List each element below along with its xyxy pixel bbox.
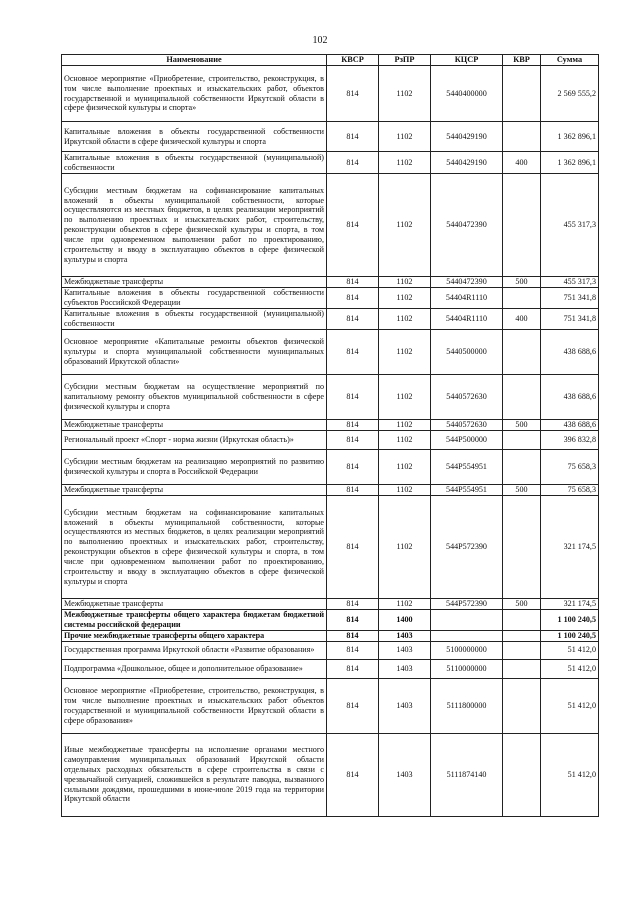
cell-name: Иные межбюджетные трансферты на исполнение органами местного самоуправления муниципальных образований Иркутской области отдельных расходных обязательств в сфере строительства в связи с чрезвычайной ситуацией, сложившейся в результате паводка, вызванного сильными дождями, прошедшими в июне-июле 2019 года на территории Иркутской области (62, 733, 327, 816)
cell-name: Капитальные вложения в объекты государственной собственности Иркутской области в сфере физической культуры и спорта (62, 122, 327, 152)
cell-sum: 51 412,0 (541, 733, 599, 816)
table-row (62, 610, 599, 631)
cell-name: Субсидии местным бюджетам на софинансирование капитальных вложений в объекты муниципальной собственности, которые осуществляются из местных бюджетов, в целях реализации мероприятий по выполнению проектных и изыскательских работ, строительству, реконструкции объектов в сфере физической культуры и спорта, в том числе при одновременном выполнении работ по проектированию, строительству и вводу в эксплуатацию объектов в сфере физической культуры и спорта (62, 496, 327, 599)
cell-kvsr: 814 (327, 496, 379, 599)
cell-sum: 438 688,6 (541, 330, 599, 375)
cell-kvr (503, 375, 541, 420)
table-row (62, 431, 599, 450)
cell-kvr (503, 630, 541, 641)
cell-kvsr: 814 (327, 122, 379, 152)
cell-kvsr: 814 (327, 641, 379, 659)
cell-kcsr: 5111874140 (431, 733, 503, 816)
cell-sum: 438 688,6 (541, 420, 599, 431)
cell-kvsr: 814 (327, 277, 379, 288)
cell-rzpr: 1102 (379, 330, 431, 375)
cell-kvsr: 814 (327, 610, 379, 631)
cell-kvsr: 814 (327, 288, 379, 309)
cell-name: Субсидии местным бюджетам на осуществление мероприятий по капитальному ремонту объектов муниципальной собственности в сфере физической культуры и спорта (62, 375, 327, 420)
cell-kcsr: 5111800000 (431, 678, 503, 733)
cell-sum: 321 174,5 (541, 496, 599, 599)
table-row (62, 630, 599, 641)
cell-name: Межбюджетные трансферты (62, 599, 327, 610)
cell-kvr (503, 678, 541, 733)
table-row (62, 659, 599, 678)
cell-kvr: 500 (503, 420, 541, 431)
cell-rzpr: 1102 (379, 420, 431, 431)
cell-kvsr: 814 (327, 309, 379, 330)
cell-sum: 51 412,0 (541, 659, 599, 678)
table-row (62, 277, 599, 288)
cell-kvr (503, 733, 541, 816)
cell-kcsr: 5440429190 (431, 152, 503, 174)
table-row (62, 152, 599, 174)
cell-kvr (503, 659, 541, 678)
cell-kcsr: 54404R1110 (431, 288, 503, 309)
cell-kvr (503, 330, 541, 375)
table-row (62, 678, 599, 733)
cell-kcsr: 544P572390 (431, 599, 503, 610)
cell-kvr (503, 641, 541, 659)
table-row (62, 733, 599, 816)
table-row (62, 375, 599, 420)
cell-name: Подпрограмма «Дошкольное, общее и дополнительное образование» (62, 659, 327, 678)
cell-sum: 51 412,0 (541, 641, 599, 659)
header-name: Наименование (62, 55, 327, 66)
cell-kvsr: 814 (327, 174, 379, 277)
cell-rzpr: 1102 (379, 450, 431, 485)
table-row (62, 288, 599, 309)
header-kvsr: КВСР (327, 55, 379, 66)
cell-rzpr: 1102 (379, 496, 431, 599)
cell-kcsr: 5440472390 (431, 277, 503, 288)
cell-kvr (503, 122, 541, 152)
cell-kvsr: 814 (327, 659, 379, 678)
cell-rzpr: 1102 (379, 288, 431, 309)
cell-kcsr: 5110000000 (431, 659, 503, 678)
cell-kcsr: 544P554951 (431, 450, 503, 485)
cell-rzpr: 1403 (379, 659, 431, 678)
cell-rzpr: 1102 (379, 485, 431, 496)
table-row (62, 330, 599, 375)
cell-name: Прочие межбюджетные трансферты общего характера (62, 630, 327, 641)
cell-rzpr: 1102 (379, 309, 431, 330)
cell-kvsr: 814 (327, 66, 379, 122)
cell-kcsr: 5440472390 (431, 174, 503, 277)
cell-kvr: 400 (503, 152, 541, 174)
cell-kvr (503, 288, 541, 309)
cell-kvsr: 814 (327, 485, 379, 496)
cell-rzpr: 1403 (379, 641, 431, 659)
header-kcsr: КЦСР (431, 55, 503, 66)
cell-sum: 2 569 555,2 (541, 66, 599, 122)
table-row (62, 599, 599, 610)
cell-sum: 455 317,3 (541, 277, 599, 288)
cell-kcsr: 5440572630 (431, 420, 503, 431)
cell-kcsr: 544P554951 (431, 485, 503, 496)
cell-name: Основное мероприятие «Приобретение, строительство, реконструкция, в том числе выполнение проектных и изыскательских работ, объектов государственной и муниципальной собственности Иркутской области в сфере физической культуры и спорта» (62, 66, 327, 122)
cell-sum: 75 658,3 (541, 450, 599, 485)
cell-sum: 751 341,8 (541, 288, 599, 309)
cell-rzpr: 1403 (379, 630, 431, 641)
cell-kvr: 500 (503, 599, 541, 610)
cell-name: Региональный проект «Спорт - норма жизни (Иркутская область)» (62, 431, 327, 450)
cell-kcsr: 5440429190 (431, 122, 503, 152)
cell-kvr (503, 174, 541, 277)
table-row (62, 496, 599, 599)
cell-sum: 75 658,3 (541, 485, 599, 496)
cell-kvr: 500 (503, 277, 541, 288)
cell-kcsr: 5440572630 (431, 375, 503, 420)
table-body (62, 66, 599, 817)
cell-sum: 396 832,8 (541, 431, 599, 450)
cell-kvr (503, 610, 541, 631)
cell-rzpr: 1400 (379, 610, 431, 631)
cell-name: Межбюджетные трансферты (62, 277, 327, 288)
cell-name: Межбюджетные трансферты общего характера бюджетам бюджетной системы российской федерации (62, 610, 327, 631)
cell-kvr: 500 (503, 485, 541, 496)
cell-kcsr: 544P572390 (431, 496, 503, 599)
cell-kcsr: 5100000000 (431, 641, 503, 659)
cell-name: Межбюджетные трансферты (62, 420, 327, 431)
cell-name: Капитальные вложения в объекты государственной (муниципальной) собственности (62, 309, 327, 330)
cell-name: Основное мероприятие «Приобретение, строительство, реконструкция, в том числе выполнение проектных и изыскательских работ объектов государственной и муниципальной собственности Иркутской области в сфере образования» (62, 678, 327, 733)
cell-kvsr: 814 (327, 450, 379, 485)
cell-rzpr: 1102 (379, 122, 431, 152)
table-row (62, 122, 599, 152)
cell-kvsr: 814 (327, 431, 379, 450)
table-row (62, 485, 599, 496)
cell-kcsr: 5440500000 (431, 330, 503, 375)
cell-sum: 1 100 240,5 (541, 630, 599, 641)
cell-rzpr: 1102 (379, 152, 431, 174)
cell-name: Капитальные вложения в объекты государственной (муниципальной) собственности (62, 152, 327, 174)
cell-kvsr: 814 (327, 678, 379, 733)
page-number: 102 (312, 35, 328, 46)
header-kvr: КВР (503, 55, 541, 66)
cell-sum: 1 100 240,5 (541, 610, 599, 631)
table-row (62, 420, 599, 431)
cell-rzpr: 1403 (379, 733, 431, 816)
cell-kvr (503, 450, 541, 485)
table-row (62, 309, 599, 330)
cell-sum: 455 317,3 (541, 174, 599, 277)
cell-kvsr: 814 (327, 152, 379, 174)
header-sum: Сумма (541, 55, 599, 66)
cell-kcsr: 544P500000 (431, 431, 503, 450)
budget-table (61, 54, 599, 817)
cell-rzpr: 1102 (379, 431, 431, 450)
cell-rzpr: 1102 (379, 599, 431, 610)
cell-kcsr: 5440400000 (431, 66, 503, 122)
table-row (62, 450, 599, 485)
cell-kvsr: 814 (327, 375, 379, 420)
cell-kvr (503, 496, 541, 599)
cell-name: Субсидии местным бюджетам на реализацию мероприятий по развитию физической культуры и спорта в Российской Федерации (62, 450, 327, 485)
cell-sum: 438 688,6 (541, 375, 599, 420)
cell-name: Межбюджетные трансферты (62, 485, 327, 496)
cell-sum: 51 412,0 (541, 678, 599, 733)
cell-rzpr: 1102 (379, 375, 431, 420)
cell-kvr: 400 (503, 309, 541, 330)
cell-name: Капитальные вложения в объекты государственной собственности субъектов Российской Федерации (62, 288, 327, 309)
cell-sum: 321 174,5 (541, 599, 599, 610)
cell-name: Основное мероприятие «Капитальные ремонты объектов физической культуры и спорта муниципальной собственности муниципальных образований Иркутской области» (62, 330, 327, 375)
cell-kvr (503, 431, 541, 450)
cell-kvsr: 814 (327, 630, 379, 641)
table-row (62, 641, 599, 659)
cell-kvsr: 814 (327, 330, 379, 375)
cell-name: Субсидии местным бюджетам на софинансирование капитальных вложений в объекты муниципальной собственности, которые осуществляются из местных бюджетов, в целях реализации мероприятий по выполнению проектных и изыскательских работ, строительству, реконструкции объектов в сфере физической культуры и спорта, в том числе при одновременном выполнении работ по проектированию, строительству и вводу в эксплуатацию объектов в сфере физической культуры и спорта (62, 174, 327, 277)
cell-name: Государственная программа Иркутской области «Развитие образования» (62, 641, 327, 659)
header-rzpr: РзПР (379, 55, 431, 66)
table-row (62, 66, 599, 122)
cell-kcsr: 54404R1110 (431, 309, 503, 330)
table-header-row (62, 55, 599, 66)
cell-sum: 751 341,8 (541, 309, 599, 330)
cell-rzpr: 1102 (379, 277, 431, 288)
cell-sum: 1 362 896,1 (541, 122, 599, 152)
cell-kvsr: 814 (327, 599, 379, 610)
cell-kcsr (431, 610, 503, 631)
cell-kvsr: 814 (327, 420, 379, 431)
table-row (62, 174, 599, 277)
cell-kvsr: 814 (327, 733, 379, 816)
cell-rzpr: 1403 (379, 678, 431, 733)
cell-kcsr (431, 630, 503, 641)
cell-kvr (503, 66, 541, 122)
cell-rzpr: 1102 (379, 174, 431, 277)
cell-rzpr: 1102 (379, 66, 431, 122)
cell-sum: 1 362 896,1 (541, 152, 599, 174)
